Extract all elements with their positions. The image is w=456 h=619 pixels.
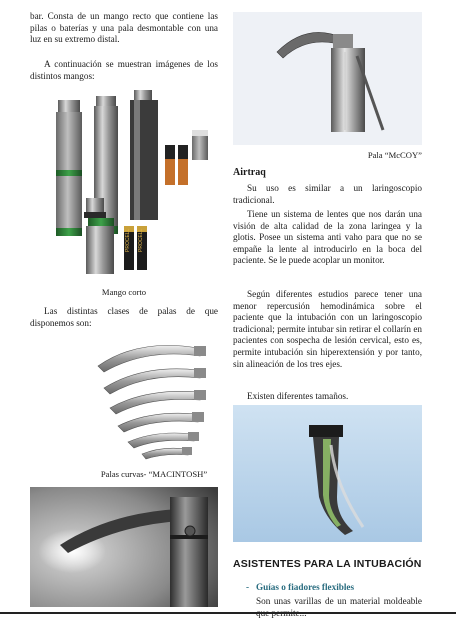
battery-label-2: PROCELL [138, 228, 144, 252]
bullet-dash: - [246, 582, 250, 592]
page-bottom-rule [0, 612, 456, 614]
blade-2 [104, 368, 206, 394]
paragraph-guias-text: Son unas varillas de un material moldeable [256, 596, 422, 606]
figure-mccoy-blade [233, 12, 422, 145]
battery-label-1: PROCELL [125, 228, 131, 252]
blade-5 [128, 432, 199, 448]
heading-airtraq: Airtraq [233, 167, 266, 178]
bullet-guias-title: Guías o fiadores flexibles [256, 582, 355, 592]
airtraq-eyepiece [309, 425, 343, 437]
batteries-group-top [165, 130, 208, 185]
handle-long-left [56, 100, 82, 236]
blade-1 [98, 345, 206, 372]
caption-mango-corto: Mango corto [101, 287, 147, 297]
blade-3 [110, 390, 206, 414]
blade-4 [118, 412, 204, 432]
paragraph-airtraq-estudios: Según diferentes estudios parece tener una menor repercusión hemodinámica sobre el paciente que la intubación con un laringoscopio tradicional; permite intubar sin retirar el collarín en pacientes con sospecha de lesión cervical, esto es, permite intubación sin hiperextensión y por tanto, sin alineación de los tres ejes. [233, 289, 422, 369]
blades-illustration [88, 338, 218, 464]
figure-laryngoscope-handles [30, 80, 218, 285]
paragraph-airtraq-lentes: Tiene un sistema de lentes que nos darán una visión de alta calidad de la zona laringea y la glotis. Posee un sistema anti vaho para que no se empañe la lente al introducirlo en la boca del paciente. Se le puede acoplar un monitor. [233, 209, 422, 266]
paragraph-airtraq-uso: Su uso es similar a un laringoscopio tradicional. [233, 183, 422, 205]
airtraq-illustration [233, 405, 422, 542]
paragraph-mangos-intro: A continuación se muestran imágenes de los distintos mangos: [30, 59, 218, 81]
paragraph-palas-intro: Las distintas clases de palas de que disponemos son: [30, 306, 218, 328]
figure-macintosh-blades [88, 338, 218, 464]
paragraph-airtraq-tamanos: Existen diferentes tamaños. [247, 391, 349, 401]
figure-laryngoscope-light [30, 487, 218, 607]
paragraph-mango-description: bar. Consta de un mango recto que contiene las pilas o baterías y una pala desmontable con una luz en su extremo distal. [30, 11, 218, 45]
handles-illustration [30, 80, 218, 285]
caption-pala-mccoy: Pala “McCOY” [367, 150, 422, 160]
handle-dark [130, 90, 158, 220]
handle-steel [170, 497, 208, 607]
mccoy-illustration [233, 12, 422, 145]
batteries-group-bottom [124, 226, 147, 270]
section-heading-asistentes: ASISTENTES PARA LA INTUBACIÓN [233, 558, 422, 570]
figure-airtraq [233, 405, 422, 542]
blade-6 [142, 447, 192, 459]
laryngoscope-light-illustration [30, 487, 218, 607]
caption-palas-curvas: Palas curvas- “MACINTOSH” [100, 469, 208, 479]
